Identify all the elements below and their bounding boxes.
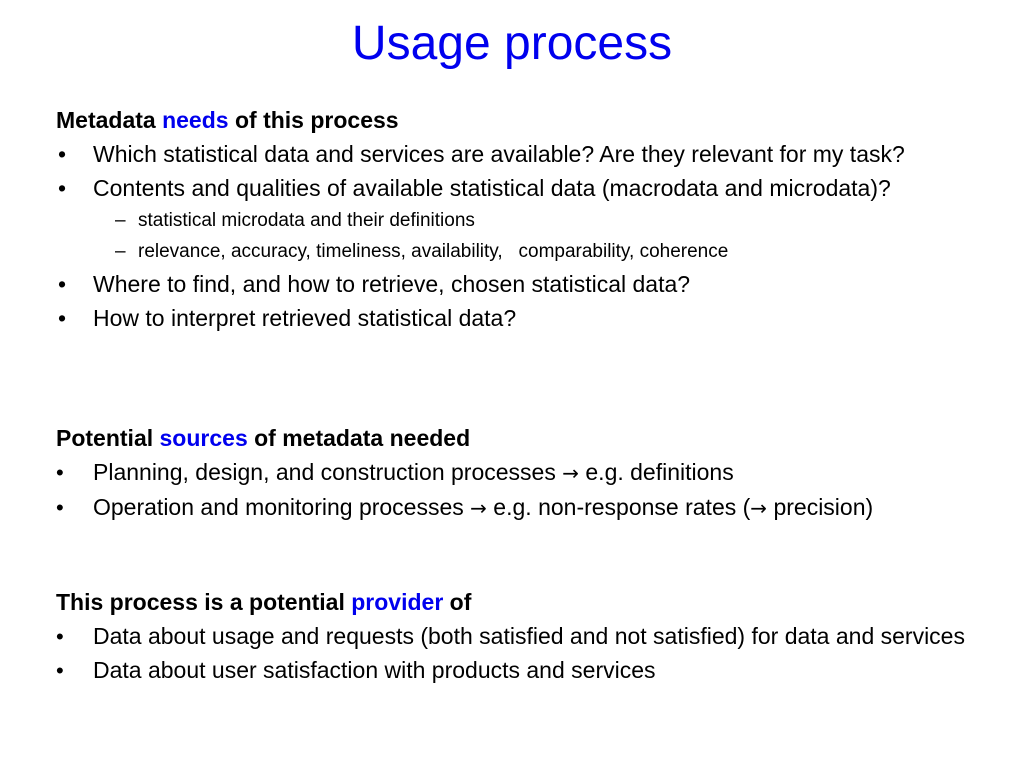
arrow-right-icon: →: [750, 496, 768, 520]
list-item: [56, 305, 986, 332]
list-item-text: Where to find, and how to retrieve, chosen statistical data?: [93, 271, 691, 297]
sources-item1-post: e.g. definitions: [579, 459, 734, 485]
sources-item2-post: precision): [767, 494, 874, 520]
dot-bullet-icon: •: [56, 460, 64, 485]
sources-heading-accent: sources: [159, 425, 248, 451]
needs-heading-post: of this process: [228, 107, 399, 133]
list-item: [56, 271, 986, 298]
list-item-text: Which statistical data and services are available? Are they relevant for my task?: [93, 141, 905, 167]
list-item: [56, 623, 986, 650]
dot-bullet-icon: •: [56, 495, 64, 520]
needs-heading-accent: needs: [162, 107, 229, 133]
sub-list-item: [93, 240, 986, 264]
list-item: [56, 494, 986, 522]
sources-heading-pre: Potential: [56, 425, 160, 451]
list-item: [56, 141, 986, 168]
list-item-text: How to interpret retrieved statistical data?: [93, 305, 517, 331]
sources-item1-pre: Planning, design, and construction processes: [93, 459, 563, 485]
bullet-icon: •: [58, 141, 67, 167]
list-item: [56, 459, 986, 487]
sources-item2-mid: e.g. non-response rates (: [486, 494, 751, 520]
sub-list-item: [93, 209, 986, 233]
dash-icon: –: [115, 210, 126, 231]
sources-section: [56, 424, 986, 522]
needs-list: [56, 141, 986, 332]
provider-heading: [56, 588, 986, 616]
sources-heading-post: of metadata needed: [247, 425, 471, 451]
sub-list-item-text: relevance, accuracy, timeliness, availability, comparability, coherence: [138, 241, 729, 262]
sources-list: [56, 459, 986, 522]
bullet-icon: •: [58, 271, 67, 297]
slide-title: Usage process: [351, 17, 673, 70]
list-item: [56, 175, 986, 264]
sub-list-item-text: statistical microdata and their definitions: [138, 210, 475, 231]
arrow-right-icon: →: [562, 461, 579, 485]
provider-section: [56, 588, 986, 684]
needs-heading-pre: Metadata: [56, 107, 163, 133]
provider-heading-post: of: [443, 589, 472, 615]
needs-heading: [56, 106, 986, 134]
list-item-text: [93, 494, 873, 520]
needs-sublist: [93, 209, 986, 264]
dash-icon: –: [115, 241, 126, 262]
provider-heading-accent: provider: [351, 589, 444, 615]
provider-list: [56, 623, 986, 684]
needs-section: [56, 106, 986, 332]
list-item-text: Data about user satisfaction with products and services: [93, 657, 656, 683]
list-item-text: [93, 459, 734, 485]
dot-bullet-icon: •: [56, 658, 64, 683]
list-item: [56, 657, 986, 684]
list-item-text: Data about usage and requests (both satisfied and not satisfied) for data and services: [93, 623, 965, 649]
sources-heading: [56, 424, 986, 452]
provider-heading-pre: This process is a potential: [56, 589, 352, 615]
sources-item2-pre: Operation and monitoring processes: [93, 494, 471, 520]
list-item-text: Contents and qualities of available statistical data (macrodata and microdata)?: [93, 175, 891, 201]
arrow-right-icon: →: [470, 496, 487, 520]
dot-bullet-icon: •: [56, 624, 64, 649]
bullet-icon: •: [58, 305, 67, 331]
bullet-icon: •: [58, 175, 67, 201]
